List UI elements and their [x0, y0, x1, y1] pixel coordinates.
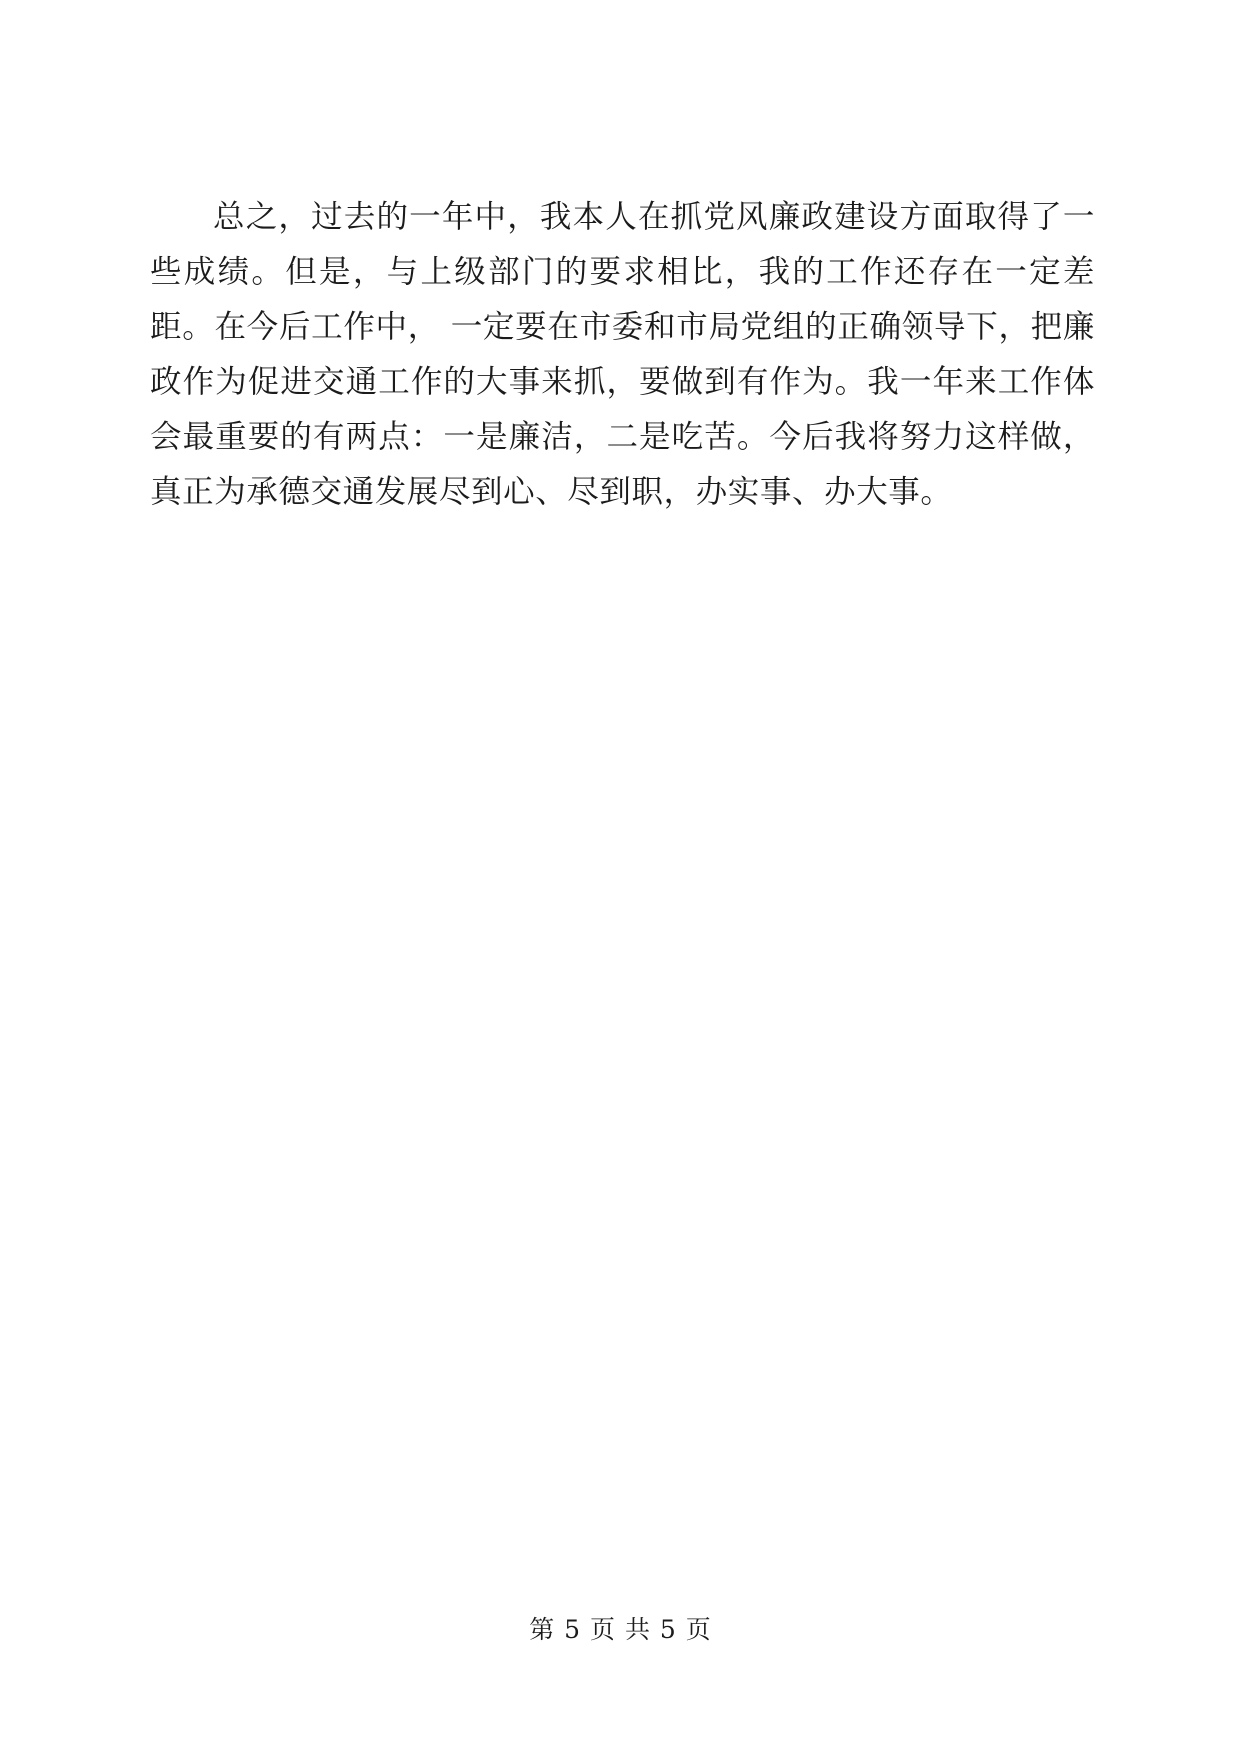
page-number-label: 第 5 页 共 5 页	[529, 1615, 712, 1644]
paragraph-1: 总之，过去的一年中，我本人在抓党风廉政建设方面取得了一些成绩。但是，与上级部门的要求相比，我的工作还存在一定差距。在今后工作中， 一定要在市委和市局党组的正确领导下，把廉政作为促进交通工作的大事来抓，要做到有作为。我一年来工作体会最重要的有两点：一是廉洁，二是吃苦。今后我将努力这样做，真正为承德交通发展尽到心、尽到职，办实事、办大事。	[150, 199, 1095, 510]
page-footer	[0, 1614, 1241, 1646]
document-body	[150, 190, 1095, 520]
